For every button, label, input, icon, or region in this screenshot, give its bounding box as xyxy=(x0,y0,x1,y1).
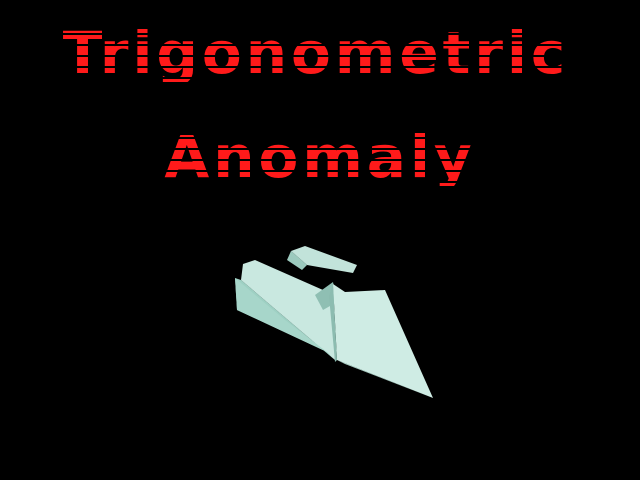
game-title-line-2: Anomaly xyxy=(0,128,640,186)
spaceship-icon xyxy=(225,240,445,405)
game-title-line-1: Trigonometric xyxy=(0,24,636,82)
ship-right-wing-top xyxy=(333,284,433,398)
